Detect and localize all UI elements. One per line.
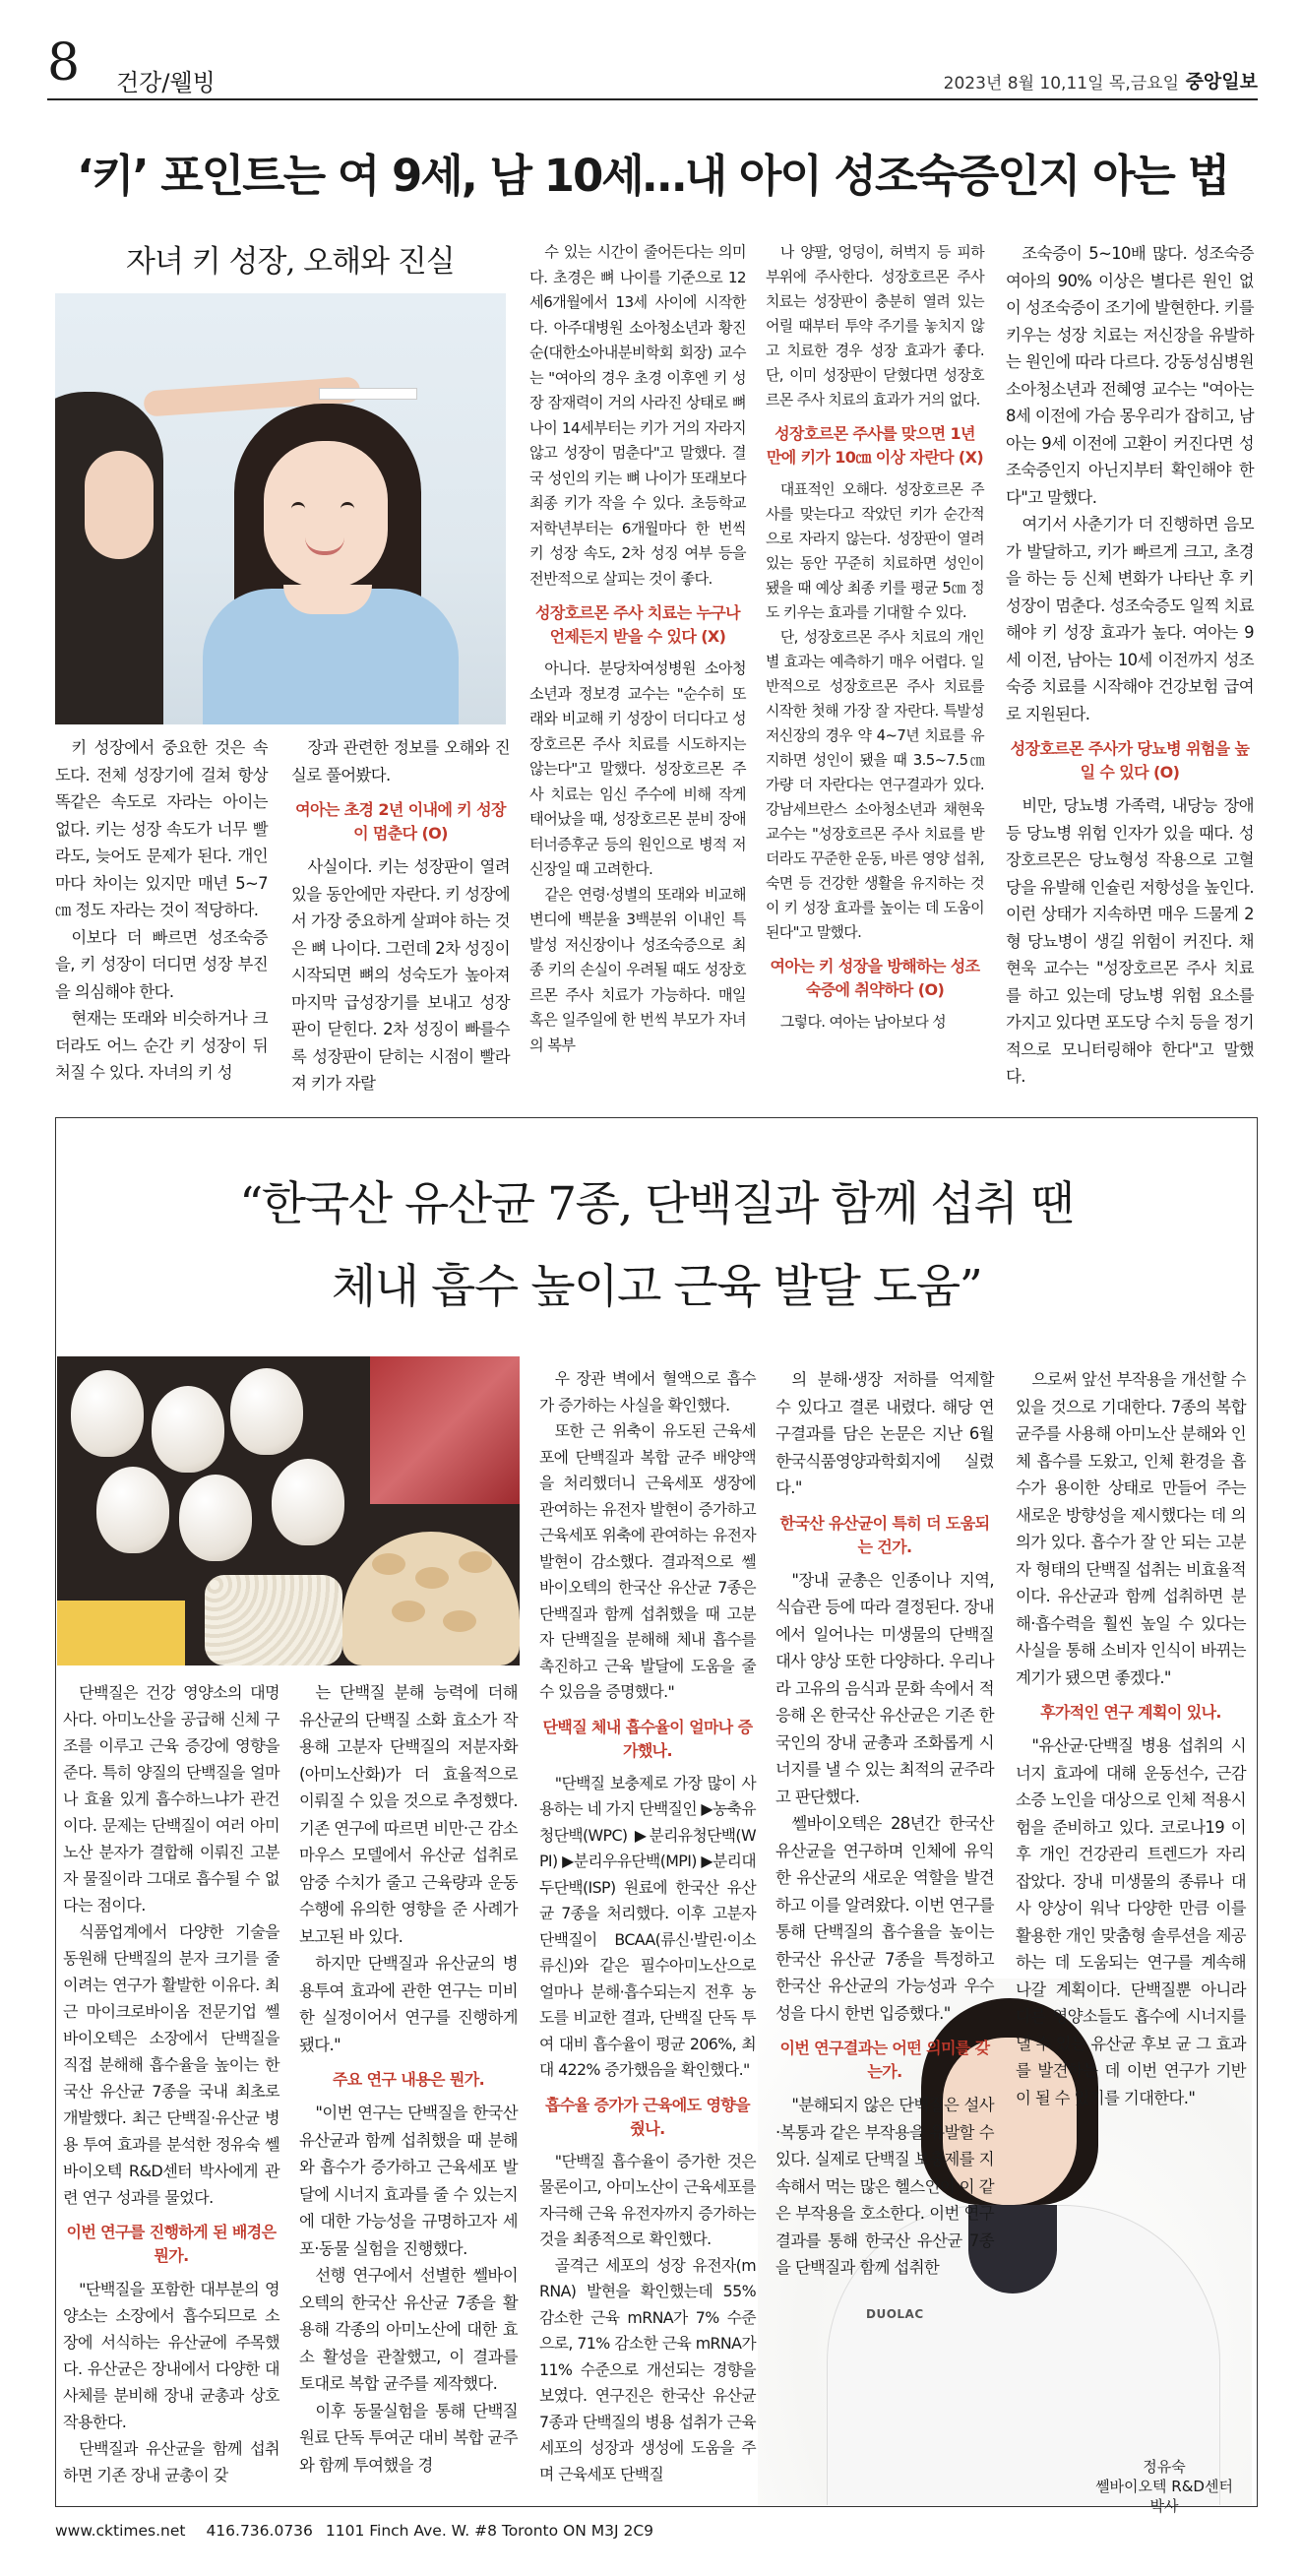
question-subhead: 성장호르몬 주사를 맞으면 1년 만에 키가 10㎝ 이상 자란다 (X) [766,424,984,467]
body-paragraph: 여기서 사춘기가 더 진행하면 음모가 발달하고, 키가 빠르게 크고, 초경을 하는 등 신체 변화가 나타난 후 키 성장이 멈춘다. 성조숙증도 일찍 치료해야 키 성장 효과가 높다. 여아는 9세 이전, 남아는 10세 이전까지 성조숙증 치료를 시작해야 건강보험 급여로 지원된다. [1006,515,1254,723]
body-paragraph: 또한 근 위축이 유도된 근육세포에 단백질과 복합 균주 배양액을 처리했더니 근육세포 생장에 관여하는 유전자 발현이 증가하고 근육세포 위축에 관여하는 유전자 발현이 감소했다. 결과적으로 쎌바이오텍의 한국산 유산균 7종은 단백질과 함께 섭취했을 때 고분자 단백질을 분해해 체내 흡수를 촉진하고 근육 발달에 도움을 줄 수 있음을 증명했다." [539,1421,756,1701]
article1-column-3 [529,240,746,1097]
website-link[interactable]: www.cktimes.net [55,2522,186,2540]
body-paragraph: 쎌바이오텍은 28년간 한국산 유산균을 연구하며 인체에 유익한 유산균의 새로운 역할을 발견하고 이를 알려왔다. 이번 연구를 통해 단백질의 흡수율을 높이는 한국산 유산균 7종을 특정하고 한국산 유산균의 가능성과 우수성을 다시 한번 입증했다." [775,1814,994,2023]
question-subhead: 이번 연구를 진행하게 된 배경은 뭔가. [66,2223,277,2265]
seeds-image [205,1575,342,1665]
body-paragraph: 현재는 또래와 비슷하거나 크더라도 어느 순간 키 성장이 뒤처질 수 있다. 자녀의 키 성 [55,1009,268,1082]
body-paragraph: "유산균·단백질 병용 섭취의 시너지 효과에 대해 운동선수, 근감소증 노인을 대상으로 인체 적용시험을 준비하고 있다. 코로나19 이후 개인 건강관리 트렌드가 자리 잡았다. 장내 미생물의 종류나 대사 양상이 워낙 다양한 만큼 이를 활용한 개인 맞춤형 솔루션을 제공하는 데 도움되는 연구를 계속해 나갈 계획이다. 단백질뿐 아니라 다른 영양소들도 흡수에 시너지를 낼 수 있는 유산균 후보 균 그 효과를 발견하는 데 이번 연구가 기반이 될 수 있기를 기대한다." [1016,1736,1246,2107]
egg-image [71,1370,144,1457]
article1-column-5 [1006,240,1254,1097]
measuring-card [319,388,417,400]
nut-image [415,1567,449,1589]
meat-image [370,1356,520,1504]
page-number: 8 [47,33,81,93]
question-subhead: 단백질 체내 흡수율이 얼마나 증가했나. [542,1717,753,1760]
photo-caption [1090,2457,1238,2516]
section-name: 건강/웰빙 [116,69,216,96]
article2-column-5 [1016,1366,1246,2496]
body-paragraph: 골격근 세포의 성장 유전자(mRNA) 발현을 확인했는데 55% 감소한 근육 mRNA가 7% 수준으로, 71% 감소한 근육 mRNA가 11% 수준으로 개선되는 경향을 보였다. 연구진은 한국산 유산균 7종과 단백질의 병용 섭취가 근육세포의 성장과 생성에 도움을 주며 근육세포 단백질 [539,2255,756,2483]
child-eye [341,502,354,510]
question-subhead: 여아는 초경 2년 이내에 키 성장이 멈춘다 (O) [295,800,506,843]
question-subhead: 성장호르몬 주사가 당뇨병 위험을 높일 수 있다 (O) [1010,739,1250,782]
article1-column-2 [291,734,510,1097]
nut-image [459,1551,492,1573]
body-paragraph: 단백질은 건강 영양소의 대명사다. 아미노산을 공급해 신체 구조를 이루고 근육 증강에 영향을 준다. 특히 양질의 단백질을 얼마나 효율 있게 흡수하느냐가 관건이다. 문제는 단백질이 여러 아미노산 분자가 결합해 이뤄진 고분자 물질이라 그대로 흡수될 수 없다는 점이다. [63,1683,279,1915]
body-paragraph: "장내 균총은 인종이나 지역, 식습관 등에 따라 결정된다. 장내에서 일어나는 미생물의 단백질 대사 양상 또한 다양하다. 우리나라 고유의 음식과 문화 속에서 적응해 온 한국산 유산균은 기존 한국인의 장내 균총과 조화롭게 시너지를 낼 수 있는 최적의 균주라고 판단했다. [775,1570,994,1806]
egg-image [96,1467,169,1553]
caption-title: 쎌바이오텍 R&D센터 박사 [1095,2478,1233,2515]
body-paragraph: 나 양팔, 엉덩이, 허벅지 등 피하 부위에 주사한다. 성장호르몬 주사 치료는 성장판이 충분히 열려 있는 어릴 때부터 투약 주기를 놓치지 않고 치료한 경우 성장 효과가 좋다. 단, 이미 성장판이 닫혔다면 성장호르몬 주사 치료의 효과가 거의 없다. [766,243,984,408]
address: 1101 Finch Ave. W. #8 Toronto ON M3J 2C9 [325,2522,654,2540]
body-paragraph: 사실이다. 키는 성장판이 열려 있을 동안에만 자란다. 키 성장에서 가장 중요하게 살펴야 하는 것은 뼈 나이다. 그런데 2차 성징이 시작되면 뼈의 성숙도가 높아져 마지막 급성장기를 보내고 성장판이 닫힌다. 2차 성징이 빠를수록 성장판이 닫히는 시점이 빨라져 키가 자랄 [291,857,510,1093]
cheese-image [57,1601,185,1665]
caption-name: 정유숙 [1143,2458,1186,2476]
body-paragraph: 아니다. 분당차여성병원 소아청소년과 정보경 교수는 "순수히 또래와 비교해 키 성장이 더디다고 성장호르몬 주사 치료를 시도하지는 않는다"고 말했다. 성장호르몬 주사 치료는 임신 주수에 비해 작게 태어났을 때, 성장호르몬 분비 장애 터너증후군 등의 원인으로 병적 저신장일 때 고려한다. [529,660,746,878]
body-paragraph: "이번 연구는 단백질을 한국산 유산균과 함께 섭취했을 때 분해와 흡수가 증가하고 근육세포 발달에 시너지 효과를 줄 수 있는지에 대한 가능성을 규명하고자 세포·동물 실험을 진행했다. [299,2104,518,2258]
body-paragraph: 선행 연구에서 선별한 쎌바이오텍의 한국산 유산균 7종을 활용해 각종의 아미노산에 대한 효소 활성을 관찰했고, 이 결과를 토대로 복합 균주를 제작했다. [299,2266,518,2393]
publication-name: 중앙일보 [1185,71,1258,93]
article1-column-4 [766,240,984,1097]
nut-image [372,1553,405,1575]
body-paragraph: 이보다 더 빠르면 성조숙증을, 키 성장이 더디면 성장 부진을 의심해야 한다. [55,927,268,1001]
question-subhead: 주요 연구 내용은 뭔가. [332,2070,485,2089]
question-subhead: 후가적인 연구 계획이 있나. [1040,1703,1221,1722]
body-paragraph: 하지만 단백질과 유산균의 병용투여 효과에 관한 연구는 미비한 실정이어서 연구를 진행하게 됐다." [299,1954,518,2054]
body-paragraph: 우 장관 벽에서 혈액으로 흡수가 증가하는 사실을 확인했다. [539,1369,756,1414]
question-subhead: 이번 연구결과는 어떤 의미를 갖는가. [779,2039,990,2081]
question-subhead: 성장호르몬 주사 치료는 누구나 언제든지 받을 수 있다 (X) [534,603,741,646]
article2-column-1 [63,1679,279,2496]
article2-column-2 [299,1679,518,2496]
body-paragraph: "단백질 흡수율이 증가한 것은 물론이고, 아미노산이 근육세포를 자극해 근육 유전자까지 증가하는 것을 최종적으로 확인했다. [539,2151,756,2248]
question-subhead: 흡수율 증가가 근육에도 영향을 줬나. [544,2095,751,2138]
child-height-photo [55,293,506,724]
body-paragraph: 으로써 앞선 부작용을 개선할 수 있을 것으로 기대한다. 7종의 복합 균주를 사용해 아미노산 분해와 인체 흡수를 도왔고, 인체 환경을 흡수가 용이한 상태로 만들어 주는 새로운 방향성을 제시했다는 데 의의가 있다. 흡수가 잘 안 되는 고분자 형태의 단백질 섭취는 비효율적이다. 유산균과 함께 섭취하면 분해·흡수력을 훨씬 높일 수 있다는 사실을 통해 소비자 인식이 바뀌는 계기가 됐으면 좋겠다." [1016,1370,1246,1687]
body-paragraph: 장과 관련한 정보를 오해와 진실로 풀어봤다. [291,738,510,785]
article2-column-3 [539,1366,756,2496]
article2-column-4 [775,1366,994,2496]
egg-image [179,1475,252,1561]
body-paragraph: 식품업계에서 다양한 기술을 동원해 단백질의 분자 크기를 줄이려는 연구가 활발한 이유다. 최근 마이크로바이옴 전문기업 쎌바이오텍은 소장에서 단백질을 직접 분해해 흡수율을 높이는 한국산 유산균 7종을 국내 최초로 개발했다. 최근 단백질·유산균 병용 투여 효과를 분석한 정유숙 쎌바이오텍 R&D센터 박사에게 관련 연구 성과를 물었다. [63,1922,279,2207]
body-paragraph: 같은 연령·성별의 또래와 비교해 변디에 백분율 3백분위 이내인 특발성 저신장이나 성조숙증으로 최종 키의 손실이 우려될 때도 성장호르몬 주사 치료가 가능하다. 매일 혹은 일주일에 한 번씩 부모가 자녀의 복부 [529,885,746,1054]
body-paragraph: 조숙증이 5~10배 많다. 성조숙증 여아의 90% 이상은 별다른 원인 없이 성조숙증이 조기에 발현한다. 키를 키우는 성장 치료는 저신장을 유발하는 원인에 따라 다르다. 강동성심병원 소아청소년과 전혜영 교수는 "여아는 8세 이전에 가슴 몽우리가 잡히고, 남아는 9세 이전에 고환이 커진다면 성조숙증인지 아닌지부터 확인해야 한다"고 말했다. [1006,244,1254,507]
article2-headline-line1: “한국산 유산균 7종, 단백질과 함께 섭취 땐 [239,1177,1074,1231]
body-paragraph: 대표적인 오해다. 성장호르몬 주사를 맞는다고 작았던 키가 순간적으로 자라지 않는다. 성장판이 열려 있는 동안 꾸준히 치료하면 성인이 됐을 때 예상 최종 키를 평균 5㎝ 정도 키우는 효과를 기대할 수 있다. [766,480,984,621]
phone-number: 416.736.0736 [206,2522,313,2540]
nut-bowl-image [342,1532,520,1665]
body-paragraph: 는 단백질 분해 능력에 더해 유산균의 단백질 소화 효소가 작용해 고분자 단백질의 저분자화(아미노산화)가 더 효율적으로 이뤄질 수 있을 것으로 추정했다. 기존 연구에 따르면 비만·근 감소 마우스 모델에서 유산균 섭취로 암중 수치가 줄고 근육량과 운동 수행에 유의한 영향을 준 사례가 보고된 바 있다. [299,1683,518,1946]
egg-image [230,1368,303,1455]
body-paragraph: 비만, 당뇨병 가족력, 내당능 장애 등 당뇨병 위험 인자가 있을 때다. 성장호르몬은 당뇨형성 작용으로 고혈당을 유발해 인슐린 저항성을 높인다. 이런 상태가 지속하면 매우 드물게 2형 당뇨병이 생길 위험이 커진다. 채현욱 교수는 "성장호르몬 주사 치료를 하고 있는데 당뇨병 위험 요소를 가지고 있다면 포도당 수치 등을 정기적으로 모니터링해야 한다"고 말했다. [1006,796,1254,1086]
body-paragraph: 단백질과 유산균을 함께 섭취하면 기존 장내 균총이 갖 [63,2439,279,2484]
egg-image [152,1386,224,1473]
article2-headline-line2: 체내 흡수 높이고 근육 발달 도움” [331,1260,982,1314]
nut-image [443,1610,476,1632]
egg-image [272,1459,344,1545]
question-subhead: 한국산 유산균이 특히 더 도움되는 건가. [779,1513,990,1556]
body-paragraph: "분해되지 않은 단백질은 설사·복통과 같은 부작용을 유발할 수 있다. 실제로 단백질 보충제를 지속해서 먹는 많은 헬스인이 이 같은 부작용을 호소한다. 이번 연구결과를 통해 한국산 유산균 7종을 단백질과 함께 섭취한 [775,2096,994,2277]
body-paragraph: 이후 동물실험을 통해 단백질 원료 단독 투여군 대비 복합 균주와 함께 투여했을 경 [299,2401,518,2475]
issue-date: 2023년 8월 10,11일 목,금요일 [943,74,1179,94]
question-subhead: 여아는 키 성장을 방해하는 성조숙증에 취약하다 (O) [770,957,980,999]
body-paragraph: 수 있는 시간이 줄어든다는 의미다. 초경은 뼈 나이를 기준으로 12세6개월에서 13세 사이에 시작한다. 아주대병원 소아청소년과 황진순(대한소아내분비학회 회장) 교수는 "여아의 경우 초경 이후엔 키 성장 잠재력이 거의 사라진 상태로 뼈 나이 14세부터는 키가 거의 자라지 않고 성장이 멈춘다"고 말했다. 결국 성인의 키는 뼈 나이가 또래보다 최종 키가 작을 수 있다. 초등학교 저학년부터는 6개월마다 한 번씩 키 성장 속도, 2차 성징 여부 등을 전반적으로 살피는 것이 좋다. [529,243,746,588]
child-face [264,441,388,589]
body-paragraph: 그렇다. 여아는 남아보다 성 [779,1013,947,1031]
article1-column-1 [55,734,268,1097]
body-paragraph: 의 분해·생장 저하를 억제할 수 있다고 결론 내렸다. 해당 연구결과를 담은 논문은 지난 6월 한국식품영양과학회지에 실렸다." [775,1370,994,1497]
article1-subtitle: 자녀 키 성장, 오해와 진실 [126,244,455,280]
nut-image [392,1601,425,1622]
page-header [47,33,1258,100]
child-eye [291,502,305,510]
body-paragraph: "단백질 보충제로 가장 많이 사용하는 네 가지 단백질인 ▶농축유청단백(WPC) ▶분리유청단백(WPI) ▶분리우유단백(MPI) ▶분리대두단백(ISP) 원료에 한국산 유산균 7종을 처리했다. 이후 고분자 단백질이 BCAA(류신·발린·이소류신)와 같은 필수아미노산으로 얼마나 분해·흡수되는지 전후 농도를 비교한 결과, 단백질 단독 투여 대비 흡수율이 평균 206%, 최대 422% 증가했음을 확인했다." [539,1773,756,2079]
parent-figure [55,392,163,724]
page-footer [55,2522,1258,2540]
protein-food-photo [57,1356,520,1665]
body-paragraph: "단백질을 포함한 대부분의 영양소는 소장에서 흡수되므로 소장에 서식하는 유산균에 주목했다. 유산균은 장내에서 다양한 대사체를 분비해 장내 균총과 상호작용한다. [63,2280,279,2431]
body-paragraph: 단, 성장호르몬 주사 치료의 개인별 효과는 예측하기 매우 어렵다. 일반적으로 성장호르몬 주사 치료를 시작한 첫해 가장 잘 자란다. 특발성 저신장의 경우 약 4~7년 치료를 유지하면 성인이 됐을 때 3.5~7.5㎝가량 더 자란다는 연구결과가 있다. 강남세브란스 소아청소년과 채현욱 교수는 "성장호르몬 주사 치료를 받더라도 꾸준한 운동, 바른 영양 섭취, 숙면 등 건강한 생활을 유지하는 것이 키 성장 효과를 높이는 데 도움이 된다"고 말했다. [766,628,984,941]
coat-logo: DUOLAC [866,2307,924,2321]
body-paragraph: 키 성장에서 중요한 것은 속도다. 전체 성장기에 걸쳐 항상 똑같은 속도로 자라는 아이는 없다. 키는 성장 속도가 너무 빨라도, 늦어도 문제가 된다. 개인마다 차이는 있지만 매년 5~7㎝ 정도 자라는 것이 적당하다. [55,738,268,919]
article1-headline: ‘키’ 포인트는 여 9세, 남 10세…내 아이 성조숙증인지 아는 법 [76,150,1229,202]
parent-face [85,451,154,559]
